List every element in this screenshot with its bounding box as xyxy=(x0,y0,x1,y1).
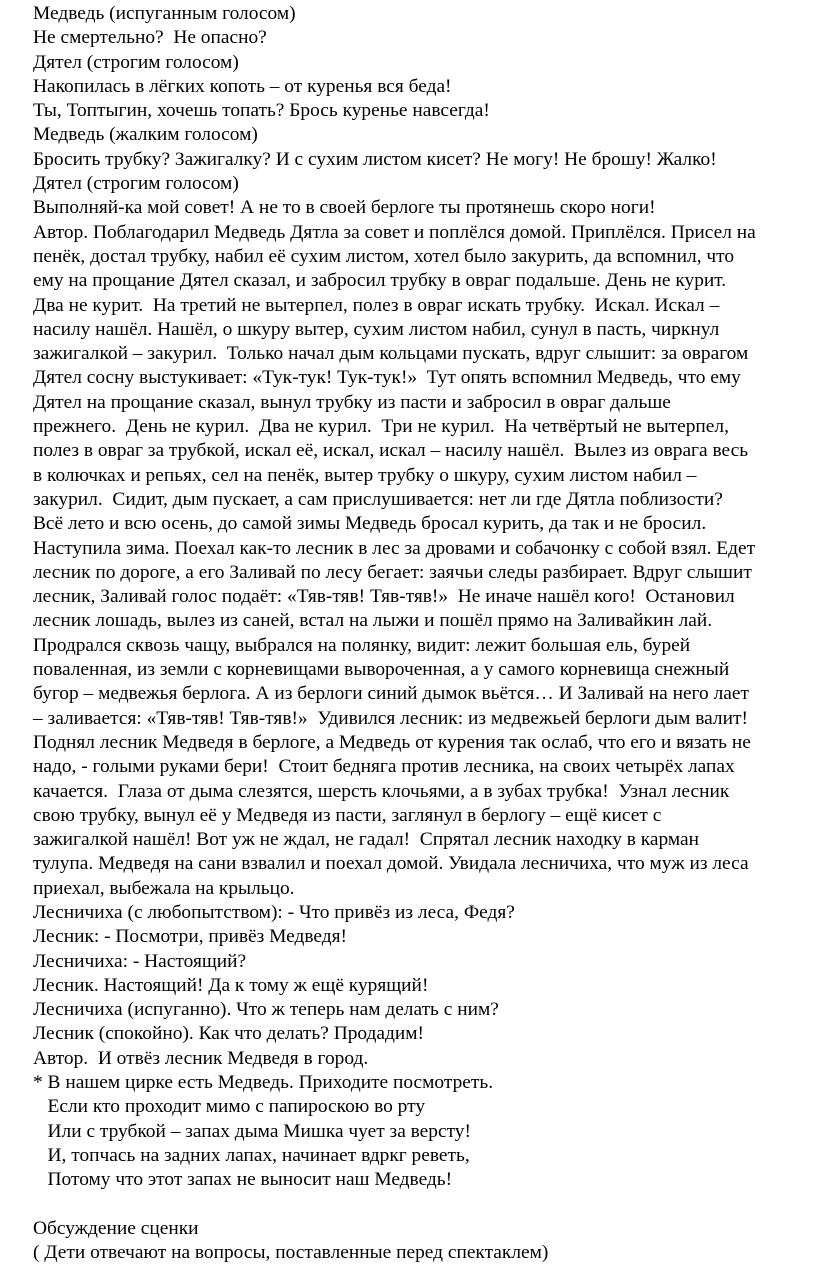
text-block-discussion xyxy=(33,1217,813,1265)
text-line: Бросить трубку? Зажигалку? И с сухим листом кисет? Не могу! Не брошу! Жалко! xyxy=(33,148,717,170)
text-line: – заливается: «Тяв-тяв! Тяв-тяв!» Удивился лесник: из медвежьей берлоги дым валит! xyxy=(33,707,748,729)
text-line: Дятел (строгим голосом) xyxy=(33,173,239,195)
text-line: свою трубку, вынул её у Медведя из пасти, заглянул в берлогу – ещё кисет с xyxy=(33,804,662,826)
text-line: Дятел на прощание сказал, вынул трубку из пасти и забросил в овраг дальше xyxy=(33,391,671,413)
text-line: надо, - голыми руками бери! Стоит бедняга против лесника, на своих четырёх лапах xyxy=(33,756,735,778)
text-line: поваленная, из земли с корневищами вывороченная, а у самого корневища снежный xyxy=(33,659,730,681)
text-line: тулупа. Медведя на сани взвалил и поехал домой. Увидала лесничиха, что муж из леса xyxy=(33,853,749,875)
text-line: зажигалкой – закурил. Только начал дым кольцами пускать, вдруг слышит: за оврагом xyxy=(33,343,749,365)
text-line: Автор. Поблагодарил Медведь Дятла за совет и поплёлся домой. Приплёлся. Присел на xyxy=(33,221,756,243)
text-line: Медведь (жалким голосом) xyxy=(33,124,258,146)
text-line: Медведь (испуганным голосом) xyxy=(33,3,296,24)
text-line: Лесничиха (с любопытством): - Что привёз из леса, Федя? xyxy=(33,901,515,923)
text-line: Дятел сосну выстукивает: «Тук-тук! Тук-тук!» Тут опять вспомнил Медведь, что ему xyxy=(33,367,741,389)
text-line: Два не курит. На третий не вытерпел, полез в овраг искать трубку. Искал. Искал – xyxy=(33,294,720,316)
text-line: Дятел (строгим голосом) xyxy=(33,51,239,73)
text-line: приехал, выбежала на крыльцо. xyxy=(33,877,295,899)
text-line: лесник лошадь, вылез из саней, встал на лыжи и пошёл прямо на Заливайкин лай. xyxy=(33,610,713,632)
text-line: И, топчась на задних лапах, начинает вдркг реветь, xyxy=(33,1144,470,1166)
text-line: Поднял лесник Медведя в берлоге, а Медведь от курения так ослаб, что его и вязать не xyxy=(33,731,751,753)
text-line: Продрался сквозь чащу, выбрался на полянку, видит: лежит большая ель, бурей xyxy=(33,634,691,656)
text-line: прежнего. День не курил. Два не курил. Три не курил. На четвёртый не вытерпел, xyxy=(33,416,729,438)
document-page xyxy=(33,2,813,1265)
text-line: полез в овраг за трубкой, искал её, искал, искал – насилу нашёл. Вылез из оврага весь xyxy=(33,440,749,462)
text-line: лесник по дороге, а его Заливай по лесу бегает: заячьи следы разбирает. Вдруг слышит xyxy=(33,561,752,583)
text-line: Всё лето и всю осень, до самой зимы Медведь бросал курить, да так и не бросил. xyxy=(33,513,707,535)
text-line: Наступила зима. Поехал как-то лесник в лес за дровами и собачонку с собой взял. Едет xyxy=(33,537,756,559)
text-line: Если кто проходит мимо с папироскою во рту xyxy=(33,1096,426,1118)
text-line: Выполняй-ка мой совет! А не то в своей берлоге ты протянешь скоро ноги! xyxy=(33,197,656,219)
text-block-main xyxy=(33,2,813,1193)
text-line: бугор – медвежья берлога. А из берлоги синий дымок вьётся… И Заливай на него лает xyxy=(33,683,749,705)
text-line: в колючках и репьях, сел на пенёк, вытер трубку о шкуру, сухим листом набил – xyxy=(33,464,697,486)
text-line: ему на прощание Дятел сказал, и забросил трубку в овраг подальше. День не курит. xyxy=(33,270,727,292)
text-line: закурил. Сидит, дым пускает, а сам прислушивается: нет ли где Дятла поблизости? xyxy=(33,488,723,510)
text-line: качается. Глаза от дыма слезятся, шерсть клочьями, а в зубах трубка! Узнал лесник xyxy=(33,780,730,802)
text-line: насилу нашёл. Нашёл, о шкуру вытер, сухим листом набил, сунул в пасть, чиркнул xyxy=(33,318,720,340)
section-heading: Обсуждение сценки xyxy=(33,1217,199,1239)
text-line: Лесничиха: - Настоящий? xyxy=(33,950,247,972)
text-line: Или с трубкой – запах дыма Мишка чует за версту! xyxy=(33,1120,471,1142)
text-line: * В нашем цирке есть Медведь. Приходите посмотреть. xyxy=(33,1072,494,1094)
text-line: пенёк, достал трубку, набил её сухим листом, хотел было закурить, да вспомнил, что xyxy=(33,245,735,267)
text-line: Не смертельно? Не опасно? xyxy=(33,27,267,49)
text-line: зажигалкой нашёл! Вот уж не ждал, не гадал! Спрятал лесник находку в карман xyxy=(33,829,700,851)
text-line: Автор. И отвёз лесник Медведя в город. xyxy=(33,1047,369,1069)
text-line: Лесник. Настоящий! Да к тому ж ещё курящий! xyxy=(33,974,429,996)
text-line: Лесник (спокойно). Как что делать? Продадим! xyxy=(33,1023,424,1045)
text-line: Лесник: - Посмотри, привёз Медведя! xyxy=(33,926,347,948)
blank-line xyxy=(33,1193,813,1217)
text-line: Лесничиха (испуганно). Что ж теперь нам делать с ним? xyxy=(33,999,499,1021)
text-line: Накопилась в лёгких копоть – от куренья вся беда! xyxy=(33,75,452,97)
text-line: ( Дети отвечают на вопросы, поставленные перед спектаклем) xyxy=(33,1242,549,1264)
text-line: лесник, Заливай голос подаёт: «Тяв-тяв! Тяв-тяв!» Не иначе нашёл кого! Остановил xyxy=(33,586,735,608)
text-line: Ты, Топтыгин, хочешь топать? Брось куренье навсегда! xyxy=(33,100,490,122)
text-line: Потому что этот запах не выносит наш Медведь! xyxy=(33,1169,453,1191)
